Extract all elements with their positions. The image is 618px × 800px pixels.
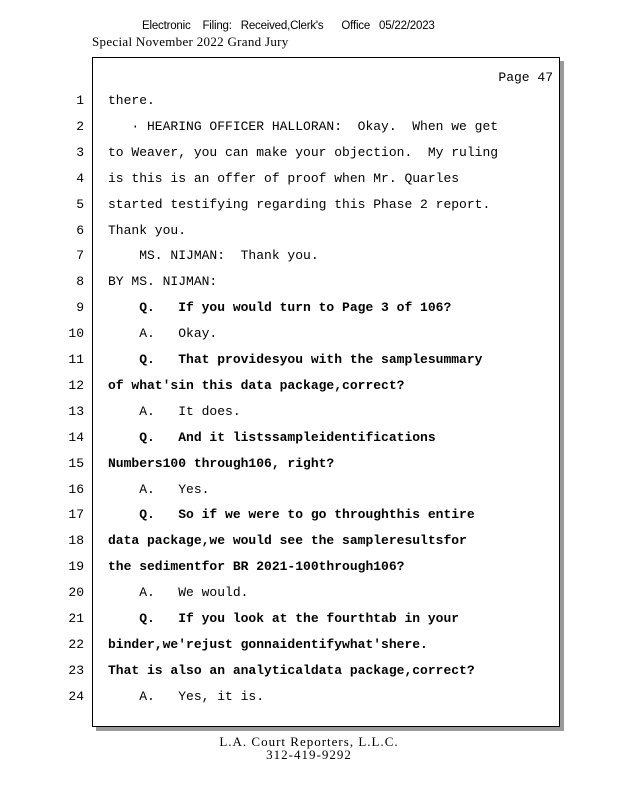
line-number: 16 (68, 482, 84, 497)
line-text: to Weaver, you can make your objection. My ruling (108, 145, 499, 160)
line-text: Q. If you would turn to Page 3 of 106? (108, 300, 452, 315)
line-number: 5 (76, 197, 84, 212)
line-number: 23 (68, 663, 84, 678)
line-number: 11 (68, 352, 84, 367)
line-number: 4 (76, 171, 84, 186)
line-text: BY MS. NIJMAN: (108, 274, 218, 289)
line-text: A. We would. (108, 585, 249, 600)
line-text: Q. That providesyou with the samplesummary (108, 352, 483, 367)
line-text: That is also an analyticaldata package,correct? (108, 663, 475, 678)
line-number: 17 (68, 507, 84, 522)
line-text: A. Yes. (108, 482, 210, 497)
line-text: Q. If you look at the fourthtab in your (108, 611, 460, 626)
line-number: 8 (76, 274, 84, 289)
line-text: · HEARING OFFICER HALLORAN: Okay. When we get (108, 119, 499, 134)
line-number: 22 (68, 637, 84, 652)
line-number: 2 (76, 119, 84, 134)
line-number: 12 (68, 378, 84, 393)
line-number: 19 (68, 559, 84, 574)
line-number: 13 (68, 404, 84, 419)
line-text: MS. NIJMAN: Thank you. (108, 248, 319, 263)
filing-stamp: Electronic Filing: Received,Clerk's Office 05/22/2023 (142, 20, 435, 32)
line-text: A. Okay. (108, 326, 218, 341)
line-text: started testifying regarding this Phase 2 report. (108, 197, 491, 212)
footer-phone: 312-419-9292 (266, 747, 352, 762)
line-text: Q. And it listssampleidentifications (108, 430, 436, 445)
line-number: 1 (76, 93, 84, 108)
line-text: is this is an offer of proof when Mr. Quarles (108, 171, 460, 186)
line-number: 24 (68, 689, 84, 704)
line-number: 9 (76, 300, 84, 315)
line-text: Numbers100 through106, right? (108, 456, 335, 471)
line-text: the sedimentfor BR 2021-100through106? (108, 559, 405, 574)
line-text: Thank you. (108, 223, 187, 238)
line-text: A. Yes, it is. (108, 689, 265, 704)
line-text: A. It does. (108, 404, 241, 419)
line-number: 21 (68, 611, 84, 626)
case-caption: Special November 2022 Grand Jury (92, 34, 289, 49)
footer-company: L.A. Court Reporters, L.L.C. (219, 734, 399, 749)
line-number: 15 (68, 456, 84, 471)
line-text: binder,we'rejust gonnaidentifywhat'shere. (108, 637, 428, 652)
line-text: there. (108, 93, 155, 108)
line-number: 18 (68, 533, 84, 548)
line-number: 3 (76, 145, 84, 160)
line-text: data package,we would see the sampleresultsfor (108, 533, 467, 548)
line-number: 14 (68, 430, 84, 445)
line-number: 20 (68, 585, 84, 600)
page-number: Page 47 (498, 70, 553, 85)
line-number: 6 (76, 223, 84, 238)
line-text: Q. So if we were to go throughthis entire (108, 507, 475, 522)
line-text: of what'sin this data package,correct? (108, 378, 405, 393)
line-number: 10 (68, 326, 84, 341)
line-number: 7 (76, 248, 84, 263)
